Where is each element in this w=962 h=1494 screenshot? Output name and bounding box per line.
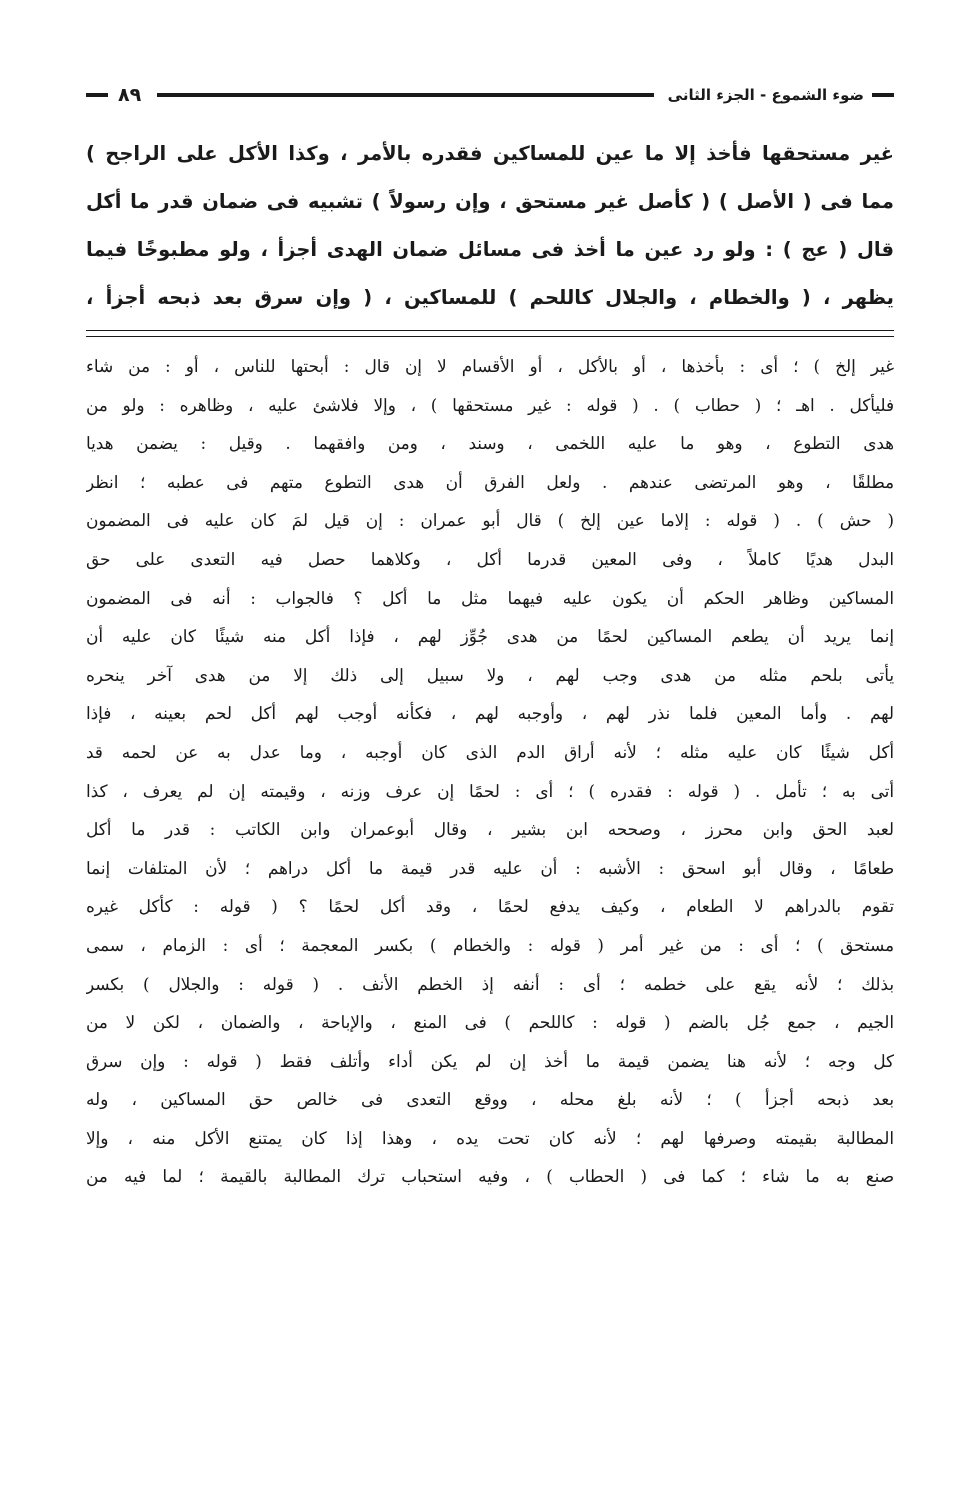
header-rule <box>157 93 653 97</box>
commentary-line: بذلك ؛ لأنه يقع على خطمه ؛ أى : أنفه إذ الخطم الأنف . ( قوله : والجلال ) بكسر <box>86 973 894 994</box>
commentary-line: يأتى بلحم مثله من هدى وجب لهم ، ولا سبيل إلى ذلك إلا من هدى آخر ينحره <box>86 664 894 685</box>
commentary-line: هدى التطوع ، وهو ما عليه اللخمى ، وسند ، ومن وافقهما . وقيل : يضمن هديا <box>86 433 894 454</box>
commentary-line: أتى به ؛ تأمل . ( قوله : فقدره ) ؛ أى : لحمًا إن عرف وزنه ، وقيمته إن لم يعرف ، كذا <box>86 780 894 801</box>
book-page <box>86 78 894 1196</box>
commentary-line: بعد ذبحه أجزأ ) ؛ لأنه بلغ محله ، ووقع التعدى فى خالص حق المساكين ، وله <box>86 1089 894 1110</box>
commentary-line: الجيم ، جمع جُل بالضم ( قوله : كاللحم ) فى المنع ، والإباحة ، والضمان ، لكن لا من <box>86 1012 894 1033</box>
commentary-line: غير إلخ ) ؛ أى : بأخذها ، أو بالأكل ، أو الأقسام لا إن قال : أبحتها للناس ، أو : من شاء <box>86 356 894 376</box>
section-divider <box>86 330 894 337</box>
commentary-line: فليأكل . اهـ ؛ ( حطاب ) . ( قوله : غير مستحقها ) ، وإلا فلاشئ عليه ، وظاهره : ولو من <box>86 394 894 415</box>
commentary-line: كل وجه ؛ لأنه هنا يضمن قيمة ما أخذ إن لم يكن أداء وأتلف فقط ( قوله : وإن سرق <box>86 1050 894 1071</box>
page-number: ٨٩ <box>118 84 142 106</box>
commentary-line: طعامًا ، وقال أبو اسحق : الأشبه : أن عليه قدر قيمة ما أكل دراهم ؛ لأن المتلفات إنما <box>86 857 894 878</box>
main-text-line: يظهر ، ( والخطام ، والجلال كاللحم ) للمساكين ، ( وإن سرق بعد ذبحه أجزأ ، <box>86 286 894 309</box>
header-dash-right <box>872 93 894 97</box>
commentary-line: مستحق ) ؛ أى : من غير أمر ( قوله : والخطام ) بكسر المعجمة ؛ أى : الزمام ، سمى <box>86 934 894 955</box>
commentary-line: لهم . وأما المعين فلما نذر لهم ، وأوجبه لهم ، فكأنه أوجب لهم أكل لحم بعينه ، فإذا <box>86 703 894 724</box>
commentary-line: ( حش ) . ( قوله : إلاما عين إلخ ) قال أبو عمران : إن قيل لمَ كان عليه فى المضمون <box>86 510 894 531</box>
book-title: ضوء الشموع - الجزء الثانى <box>667 86 864 104</box>
main-text <box>86 130 894 322</box>
header-dash-left <box>86 93 108 97</box>
commentary-line: لعبد الحق وابن محرز ، وصححه ابن بشير ، وقال أبوعمران وابن الكاتب : قدر ما أكل <box>86 819 894 840</box>
main-text-line: قال ( عج ) : ولو رد عين ما أخذ فى مسائل ضمان الهدى أجزأ ، ولو مطبوخًا فيما <box>86 238 894 261</box>
commentary-line: أكل شيئًا كان عليه مثله ؛ لأنه أراق الدم الذى كان أوجبه ، وما عدل به عن لحمه قد <box>86 741 894 762</box>
commentary-text <box>86 347 894 1196</box>
commentary-line: المطالبة بقيمته وصرفها لهم ؛ لأنه كان تحت يده ، وهذا إذا كان يمتنع الأكل منه ، وإلا <box>86 1127 894 1148</box>
commentary-line: البدل هديًا كاملاً ، وفى المعين قدرما أكل ، وكلاهما حصل فيه التعدى على حق <box>86 548 894 569</box>
commentary-line: صنع به ما شاء ؛ كما فى ( الحطاب ) ، وفيه استحباب ترك المطالبة بالقيمة ؛ لما فيه من <box>86 1166 894 1187</box>
running-header <box>86 78 894 112</box>
commentary-line: المساكين وظاهر الحكم أن يكون عليه فيهما مثل ما أكل ؟ فالجواب : أنه فى المضمون <box>86 587 894 608</box>
commentary-line: إنما يريد أن يطعم المساكين لحمًا من هدى جُوِّز لهم ، فإذا أكل منه شيئًا كان عليه أن <box>86 626 894 647</box>
main-text-line: غير مستحقها فأخذ إلا ما عين للمساكين فقدره بالأمر ، وكذا الأكل على الراجح ) <box>86 142 894 165</box>
commentary-line: تقوم بالدراهم لا الطعام ، وكيف يدفع لحمًا ، وقد أكل لحمًا ؟ ( قوله : كأكل غيره <box>86 896 894 917</box>
commentary-line: مطلقًا ، وهو المرتضى عندهم . ولعل الفرق أن هدى التطوع متهم فى عطبه ؛ انظر <box>86 471 894 492</box>
main-text-line: مما فى ( الأصل ) ( كأصل غير مستحق ، وإن رسولاً ) تشبيه فى ضمان قدر ما أكل <box>86 190 894 213</box>
